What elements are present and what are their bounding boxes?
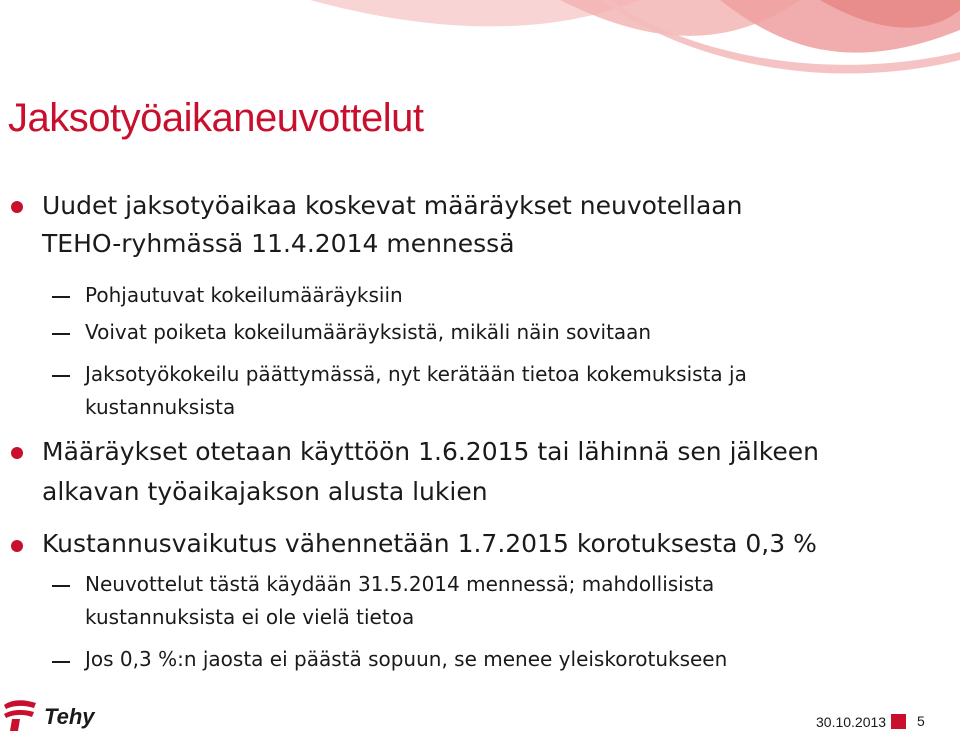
footer-accent-square: [891, 714, 906, 729]
dash-marker: [52, 375, 70, 377]
dash-marker: [52, 661, 70, 663]
subitem-1-2: Voivat poiketa kokeilumääräyksistä, mikäli näin sovitaan: [85, 320, 652, 344]
dash-marker: [52, 333, 70, 335]
footer-date: 30.10.2013: [816, 714, 887, 730]
bullet-1-line-1: Uudet jaksotyöaikaa koskevat määräykset neuvotellaan: [42, 191, 743, 220]
bullet-2-line-2: alkavan työaikajakson alusta lukien: [42, 477, 488, 506]
slide-title: Jaksotyöaikaneuvottelut: [8, 96, 424, 140]
bullet-marker: [11, 447, 23, 459]
dash-marker: [52, 296, 70, 298]
bullet-1-line-2: TEHO-ryhmässä 11.4.2014 mennessä: [42, 229, 515, 258]
bullet-2-line-1: Määräykset otetaan käyttöön 1.6.2015 tai lähinnä sen jälkeen: [42, 437, 819, 466]
subitem-1-3-line-2: kustannuksista: [85, 395, 236, 419]
logo-text: Tehy: [44, 704, 95, 729]
bullet-3-line-1: Kustannusvaikutus vähennetään 1.7.2015 korotuksesta 0,3 %: [42, 529, 817, 558]
dash-marker: [52, 585, 70, 587]
subitem-1-1: Pohjautuvat kokeilumääräyksiin: [85, 283, 403, 307]
subitem-3-1-line-2: kustannuksista ei ole vielä tietoa: [85, 605, 415, 629]
page-number: 5: [917, 713, 925, 729]
subitem-1-3-line-1: Jaksotyökokeilu päättymässä, nyt kerätään tietoa kokemuksista ja: [85, 362, 747, 386]
subitem-3-1-line-1: Neuvottelut tästä käydään 31.5.2014 mennessä; mahdollisista: [85, 572, 715, 596]
bullet-marker: [11, 540, 23, 552]
bullet-marker: [11, 201, 23, 213]
subitem-3-2: Jos 0,3 %:n jaosta ei päästä sopuun, se menee yleiskorotukseen: [85, 647, 728, 671]
tehy-logo-icon: [2, 697, 42, 733]
